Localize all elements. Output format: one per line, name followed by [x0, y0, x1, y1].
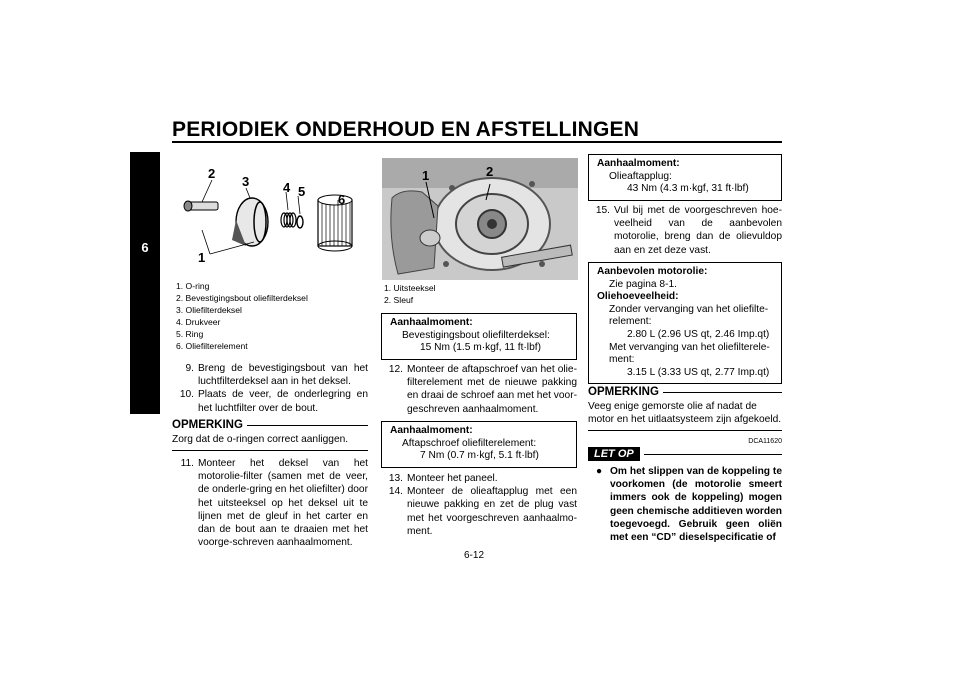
legend-item: 1. Uitsteeksel	[384, 283, 436, 293]
box-value: 15 Nm (1.5 m·kgf, 11 ft·lbf)	[420, 342, 541, 354]
step-number: 12.	[388, 364, 403, 375]
torque-box-filter-cover-bolt	[381, 313, 577, 360]
section-code: DCA11620	[748, 438, 782, 445]
box-heading: Aanbevolen motorolie:	[597, 266, 708, 277]
box-line: Zonder vervanging van het oliefilte-relement:	[609, 303, 769, 328]
callout-6: 6	[338, 192, 346, 207]
step-item	[381, 485, 577, 538]
legend-item: 3. Oliefilterdeksel	[176, 305, 242, 315]
caution-text-block	[596, 465, 782, 544]
page-title: PERIODIEK ONDERHOUD EN AFSTELLINGEN	[172, 118, 640, 141]
box-heading: Aanhaalmoment:	[597, 158, 680, 169]
bullet-icon: ●	[596, 466, 603, 477]
oil-spec-box	[588, 262, 782, 384]
box-line: Bevestigingsbout oliefilterdeksel:	[402, 329, 550, 341]
note-end-rule	[588, 430, 782, 431]
legend-item: 4. Drukveer	[176, 317, 221, 327]
caution-text: Om het slippen van de koppeling te voorkomen (de motorolie smeert immers ook de koppeling) mogen geen chemische additieven worden toegevoegd. Gebruik geen oliën met een “CD” dieselspecificatie of	[610, 466, 782, 544]
step-text: Monteer de olieaftapplug met een nieuwe pakking en zet de plug vast met het voorgeschreven aanhaalmo-ment.	[407, 486, 577, 537]
step-number: 14.	[388, 486, 403, 498]
box-value: 3.15 L (3.33 US qt, 2.77 Imp.qt)	[627, 366, 770, 378]
step-item	[172, 362, 368, 388]
callout-3: 3	[242, 174, 250, 189]
figure-legend	[176, 280, 376, 352]
note-section	[588, 386, 782, 431]
step-item	[172, 457, 368, 549]
torque-box-drain-plug	[588, 154, 782, 201]
box-heading: Oliehoeveelheid:	[597, 291, 679, 303]
note-heading	[588, 386, 782, 398]
step-12	[381, 363, 577, 416]
note-title: OPMERKING	[588, 386, 659, 398]
step-number: 13.	[388, 473, 403, 484]
step-item	[381, 363, 577, 416]
note-title: OPMERKING	[172, 419, 243, 431]
step-text: Plaats de veer, de onderlegring en het luchtfilter over de bout.	[198, 389, 368, 414]
step-text: Monteer het paneel.	[407, 473, 498, 484]
step-number: 11.	[180, 458, 194, 469]
callout-2: 2	[208, 166, 216, 181]
caution-badge: LET OP	[588, 447, 640, 461]
step-number: 9.	[185, 363, 194, 374]
chapter-number: 6	[141, 240, 149, 255]
engine-cover-photo	[382, 158, 578, 280]
callout-1: 1	[198, 250, 206, 265]
step-item	[588, 204, 782, 257]
callout-4: 4	[283, 180, 291, 195]
oil-filter-illustration	[172, 160, 368, 278]
callout-1: 1	[422, 168, 430, 183]
note-text: Veeg enige gemorste olie af nadat de motor en het uitlaatsysteem zijn afgekoeld.	[588, 401, 782, 426]
note-section	[172, 419, 368, 451]
step-11	[172, 457, 368, 549]
box-line: Olieaftapplug:	[609, 170, 672, 182]
steps-9-10	[172, 362, 368, 415]
steps-13-14	[381, 472, 577, 538]
step-text: Breng de bevestigingsbout van het luchtfilterdeksel aan in het deksel.	[198, 363, 368, 388]
step-number: 15.	[595, 205, 610, 216]
step-text: Vul bij met de voorgeschreven hoe-veelheid van de aanbevolen motorolie, breng dan de olievuldop aan en zet deze vast.	[614, 205, 782, 256]
legend-item: 6. Oliefilterelement	[176, 341, 248, 351]
box-line: Zie pagina 8-1.	[609, 278, 677, 290]
step-item	[381, 472, 577, 485]
box-line: Met vervanging van het oliefilterele-ment:	[609, 341, 770, 366]
box-value: 2.80 L (2.96 US qt, 2.46 Imp.qt)	[627, 328, 770, 340]
callout-2: 2	[486, 164, 494, 179]
step-number: 10.	[179, 389, 194, 401]
box-heading: Aanhaalmoment:	[390, 425, 473, 436]
caution-rule	[644, 454, 782, 455]
step-text: Monteer de aftapschroef van het olie-filterelement met de nieuwe pakking en draai de schroef aan met het voor-geschreven aanhaalmoment.	[407, 364, 577, 415]
step-text: Monteer het deksel van het motorolie-filter (samen met de veer, de onderle-gring en het oliefilter) door het uitsteeksel op het deksel uit te lijnen met de gleuf in het carter en dan de bout aan te draaien met het voorge-schreven aanhaalmoment.	[198, 458, 368, 549]
note-rule	[247, 425, 368, 426]
legend-item: 1. O-ring	[176, 281, 210, 291]
chapter-tab	[130, 152, 160, 414]
engine-photo	[382, 158, 578, 280]
note-end-rule	[172, 450, 368, 451]
page-number: 6-12	[464, 550, 485, 561]
note-rule	[663, 392, 782, 393]
figure-legend	[384, 282, 578, 306]
step-15	[588, 204, 782, 257]
box-line: Aftapschroef oliefilterelement:	[402, 437, 537, 449]
torque-box-filter-drain-screw	[381, 421, 577, 468]
legend-item: 2. Bevestigingsbout oliefilterdeksel	[176, 293, 308, 303]
callout-5: 5	[298, 184, 306, 199]
step-item	[172, 388, 368, 414]
box-heading: Aanhaalmoment:	[390, 317, 473, 328]
box-value: 7 Nm (0.7 m·kgf, 5.1 ft·lbf)	[420, 450, 539, 462]
caution-heading	[588, 447, 782, 461]
title-rule	[172, 141, 782, 143]
legend-item: 2. Sleuf	[384, 295, 414, 305]
note-heading	[172, 419, 368, 431]
note-text: Zorg dat de o-ringen correct aanliggen.	[172, 434, 349, 445]
box-value: 43 Nm (4.3 m·kgf, 31 ft·lbf)	[627, 183, 749, 195]
legend-item: 5. Ring	[176, 329, 204, 339]
